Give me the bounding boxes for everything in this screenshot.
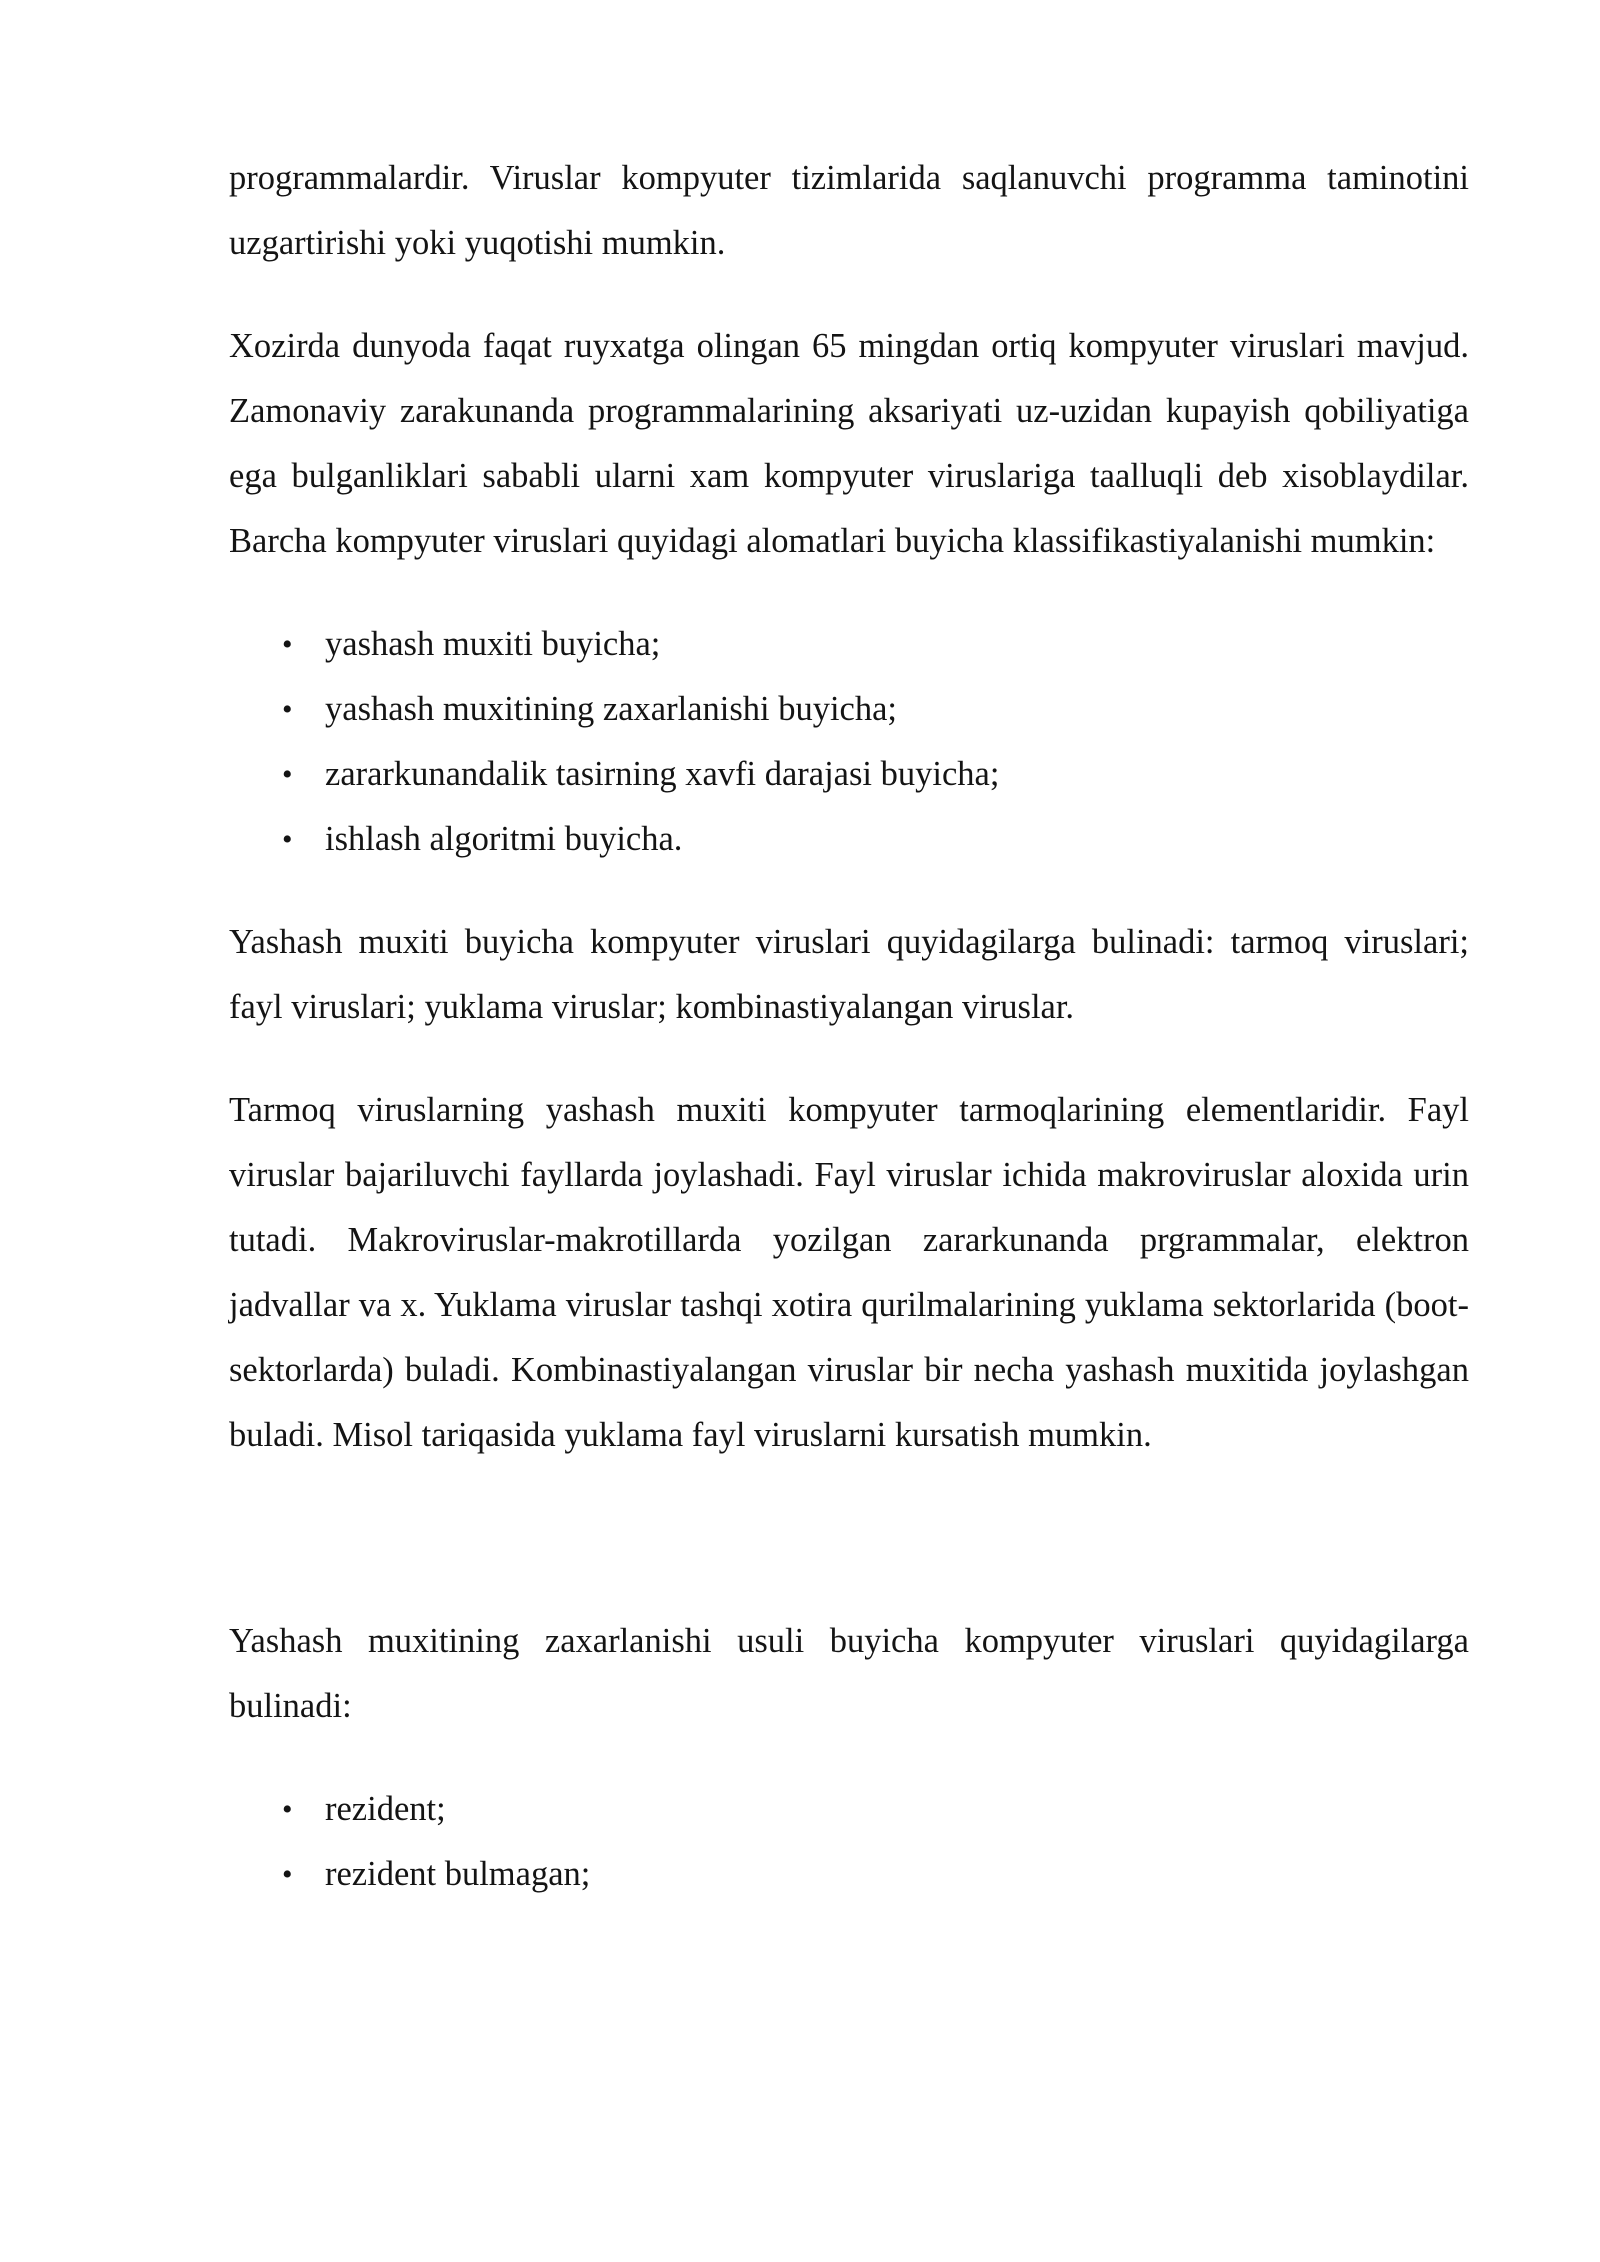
paragraph-2: Xozirda dunyoda faqat ruyxatga olingan 65 mingdan ortiq kompyuter viruslari mavjud. Zamonaviy zarakunanda programmalarining aksariyati uz-uzidan kupayish qobiliyatiga ega bulganliklari sababli ularni xam kompyuter viruslariga taalluqli deb xisoblaydilar. Barcha kompyuter viruslari quyidagi alomatlari buyicha klassifikastiyalanishi mumkin: (229, 327, 1469, 560)
list-item (229, 677, 1469, 742)
bullet-icon: • (282, 1793, 293, 1826)
list-item-text: yashash muxitining zaxarlanishi buyicha; (325, 690, 897, 728)
bullet-icon: • (282, 1858, 293, 1891)
classification-list (229, 612, 1469, 872)
blank-line (229, 1506, 1469, 1609)
list-item (229, 742, 1469, 807)
bullet-icon: • (282, 758, 293, 791)
paragraph-3: Yashash muxiti buyicha kompyuter viruslari quyidagilarga bulinadi: tarmoq viruslari; fayl viruslari; yuklama viruslar; kombinastiyalangan viruslar. (229, 923, 1469, 1026)
list-item-text: rezident bulmagan; (325, 1855, 591, 1893)
bullet-icon: • (282, 823, 293, 856)
list-item (229, 1777, 1469, 1842)
paragraph-5: Yashash muxitining zaxarlanishi usuli buyicha kompyuter viruslari quyidagilarga bulinadi: (229, 1622, 1469, 1725)
bullet-icon: • (282, 628, 293, 661)
list-item-text: zararkunandalik tasirning xavfi darajasi buyicha; (325, 755, 1000, 793)
list-item (229, 1842, 1469, 1907)
residency-list (229, 1777, 1469, 1907)
list-item-text: rezident; (325, 1790, 446, 1828)
list-item (229, 807, 1469, 872)
paragraph-1: programmalardir. Viruslar kompyuter tizimlarida saqlanuvchi programma taminotini uzgartirishi yoki yuqotishi mumkin. (229, 159, 1469, 262)
paragraph-4: Tarmoq viruslarning yashash muxiti kompyuter tarmoqlarining elementlaridir. Fayl viruslar bajariluvchi fayllarda joylashadi. Fayl viruslar ichida makroviruslar aloxida urin tutadi. Makroviruslar-makrotillarda yozilgan zararkunanda prgrammalar, elektron jadvallar va x. Yuklama viruslar tashqi xotira qurilmalarining yuklama sektorlarida (boot-sektorlarda) buladi. Kombinastiyalangan viruslar bir necha yashash muxitida joylashgan buladi. Misol tariqasida yuklama fayl viruslarni kursatish mumkin. (229, 1091, 1469, 1454)
list-item-text: ishlash algoritmi buyicha. (325, 820, 683, 858)
document-page (229, 146, 1469, 1945)
bullet-icon: • (282, 693, 293, 726)
list-item-text: yashash muxiti buyicha; (325, 625, 661, 663)
list-item (229, 612, 1469, 677)
